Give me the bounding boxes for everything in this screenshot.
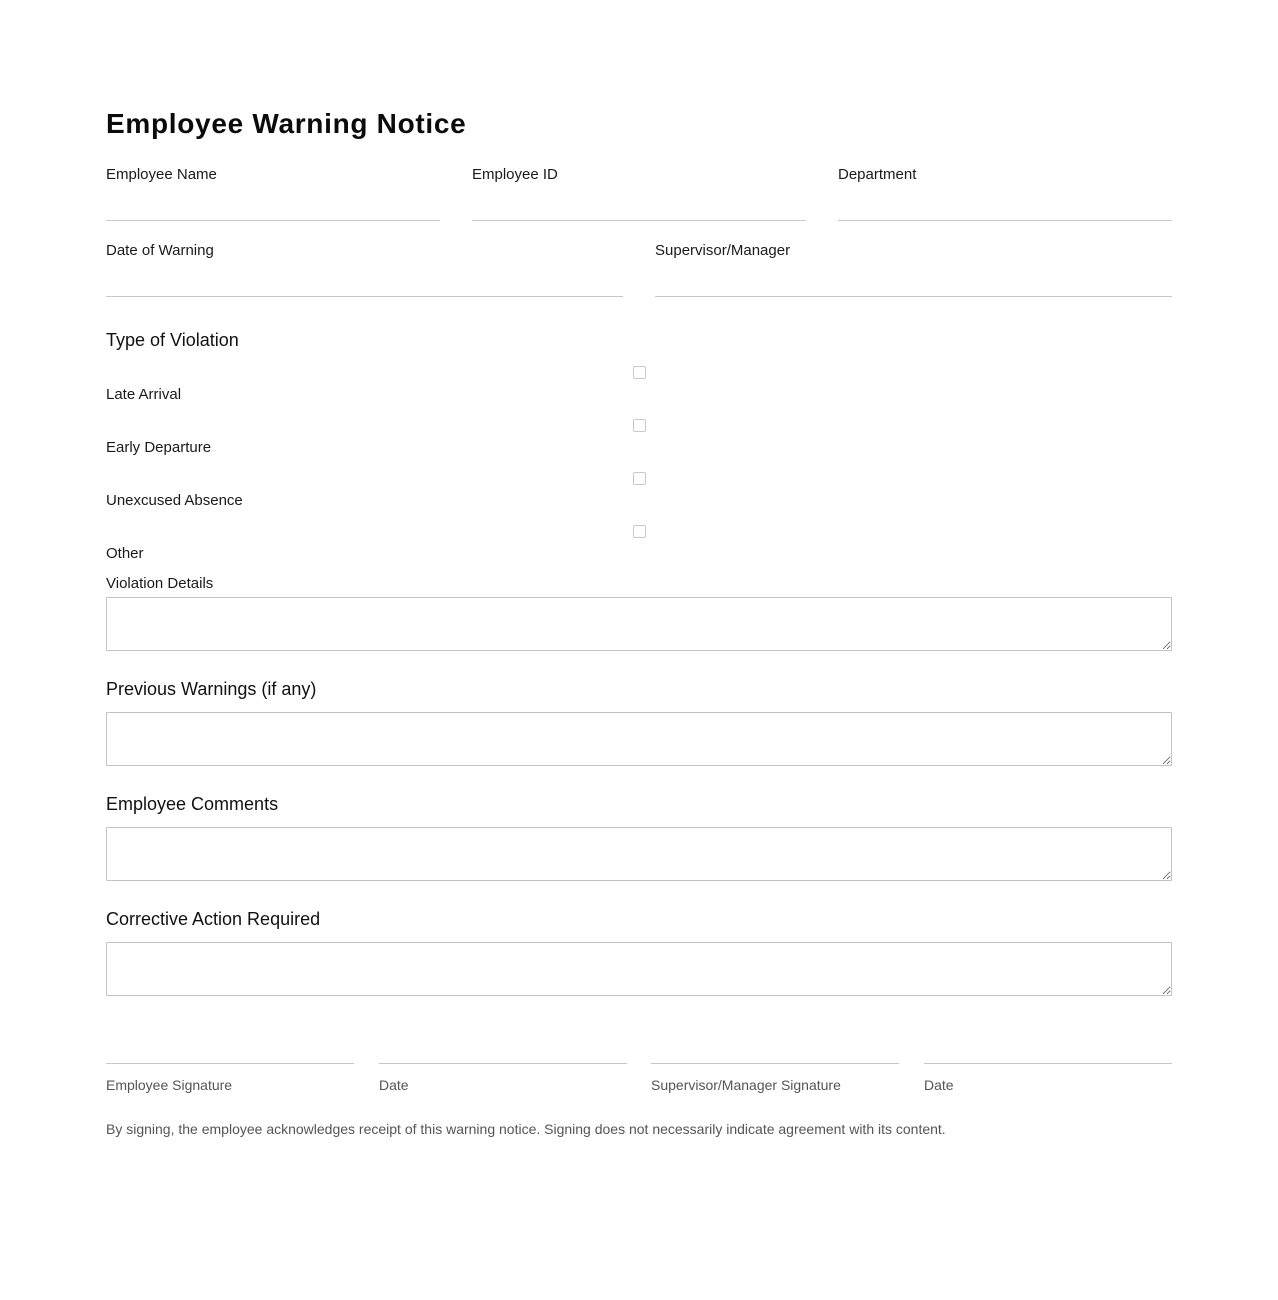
early-departure-checkbox[interactable] [633, 419, 646, 432]
early-departure-label: Early Departure [106, 439, 212, 456]
supervisor-input[interactable] [655, 273, 1172, 297]
employee-name-input[interactable] [106, 197, 440, 221]
other-checkbox[interactable] [633, 525, 646, 538]
date-of-warning-label: Date of Warning [106, 242, 214, 259]
supervisor-signature-date-line[interactable] [924, 1063, 1172, 1064]
violation-details-textarea[interactable] [106, 597, 1172, 651]
employee-id-field [472, 166, 806, 221]
employee-comments-heading: Employee Comments [106, 794, 279, 814]
employee-signature-line[interactable] [106, 1063, 354, 1064]
date-of-warning-input[interactable] [106, 273, 623, 297]
employee-signature-date-line[interactable] [379, 1063, 627, 1064]
employee-name-field [106, 166, 440, 221]
corrective-action-heading: Corrective Action Required [106, 909, 321, 929]
department-field [838, 166, 1172, 221]
previous-warnings-textarea[interactable] [106, 712, 1172, 766]
acknowledgement-disclaimer: By signing, the employee acknowledges receipt of this warning notice. Signing does not necessarily indicate agreement with its content. [106, 1121, 946, 1137]
department-label: Department [838, 166, 917, 183]
date-of-warning-field [106, 242, 623, 297]
employee-id-label: Employee ID [472, 166, 558, 183]
form-title: Employee Warning Notice [106, 108, 467, 139]
supervisor-signature-date-block[interactable] [924, 1063, 1172, 1093]
employee-comments-textarea[interactable] [106, 827, 1172, 881]
employee-signature-date-label: Date [379, 1077, 409, 1093]
late-arrival-checkbox[interactable] [633, 366, 646, 379]
previous-warnings-heading: Previous Warnings (if any) [106, 679, 317, 699]
violation-type-heading: Type of Violation [106, 330, 239, 350]
department-input[interactable] [838, 197, 1172, 221]
unexcused-absence-checkbox[interactable] [633, 472, 646, 485]
supervisor-field [655, 242, 1172, 297]
supervisor-signature-date-label: Date [924, 1077, 954, 1093]
supervisor-signature-label: Supervisor/Manager Signature [651, 1077, 841, 1093]
supervisor-signature-block[interactable] [651, 1063, 899, 1093]
late-arrival-label: Late Arrival [106, 386, 182, 403]
employee-signature-block[interactable] [106, 1063, 354, 1093]
employee-signature-label: Employee Signature [106, 1077, 233, 1093]
employee-name-label: Employee Name [106, 166, 217, 183]
supervisor-signature-line[interactable] [651, 1063, 899, 1064]
supervisor-label: Supervisor/Manager [655, 242, 791, 259]
other-label: Other [106, 545, 144, 562]
employee-signature-date-block[interactable] [379, 1063, 627, 1093]
employee-id-input[interactable] [472, 197, 806, 221]
unexcused-absence-label: Unexcused Absence [106, 492, 243, 509]
corrective-action-textarea[interactable] [106, 942, 1172, 996]
violation-details-label: Violation Details [106, 575, 214, 592]
